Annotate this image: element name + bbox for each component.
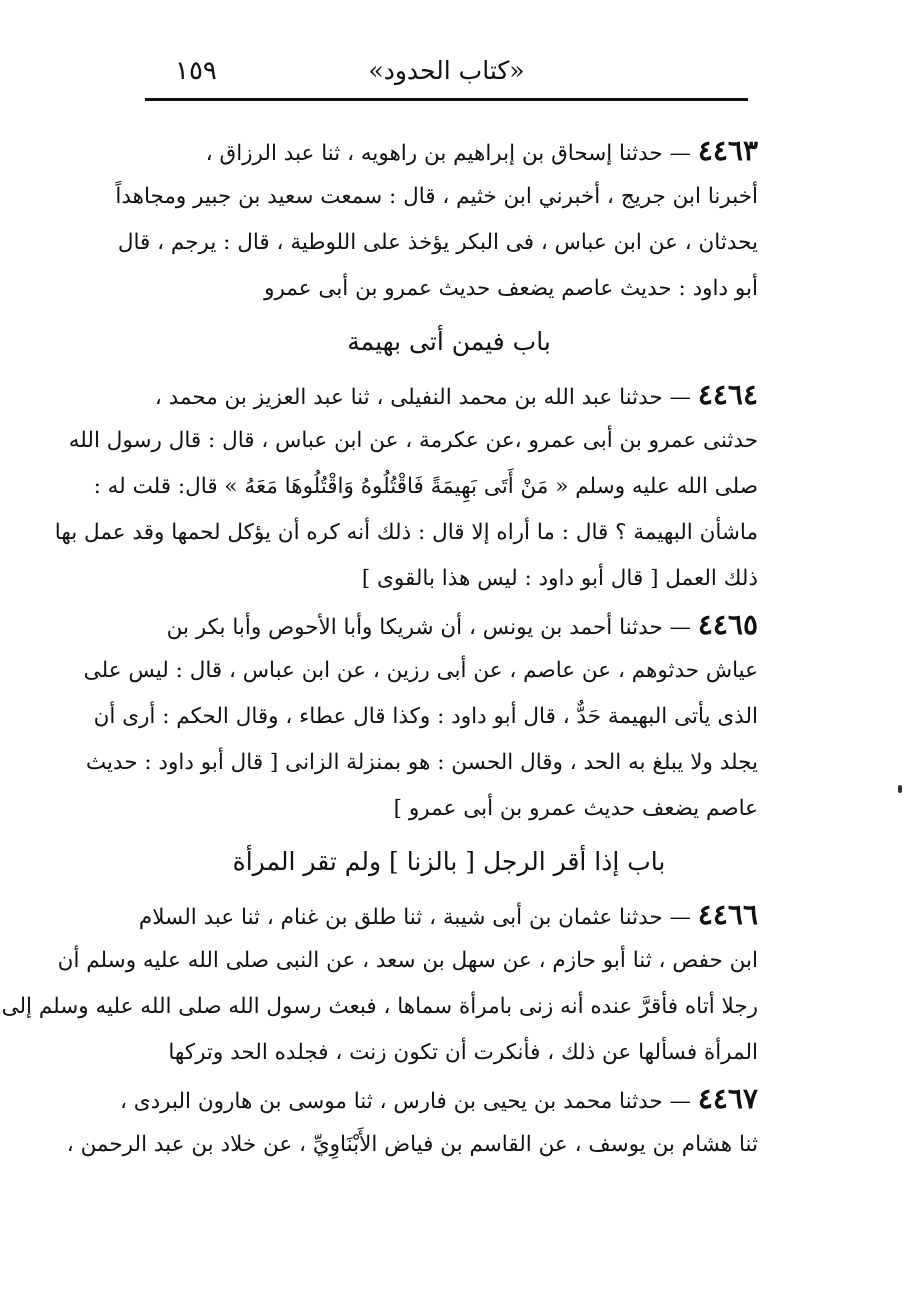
text-line: ماشأن البهيمة ؟ قال : ما أراه إلا قال : ذلك أنه كره أن يؤكل لحمها وقد عمل بها: [54, 520, 758, 545]
text-line: عاصم يضعف حديث عمرو بن أبى عمرو ]: [393, 796, 758, 821]
line-text: — حدثنا محمد بن يحيى بن فارس ، ثنا موسى بن هارون البردى ،: [119, 1089, 691, 1114]
line-text: — حدثنا عثمان بن أبى شيبة ، ثنا طلق بن غنام ، ثنا عبد السلام: [138, 905, 691, 930]
text-line: [140, 128, 758, 174]
section-heading: باب فيمن أتى بهيمة: [347, 327, 551, 356]
header-rule: [145, 98, 748, 101]
margin-mark: [898, 785, 902, 793]
section-heading: باب إذا أقر الرجل [ بالزنا ] ولم تقر المرأة: [232, 847, 666, 876]
text-line: ذلك العمل [ قال أبو داود : ليس هذا بالقوى ]: [361, 566, 758, 591]
hadith-number: ٤٤٦٤: [697, 378, 758, 411]
page-header: [145, 52, 748, 96]
hadith-number: ٤٤٦٧: [697, 1082, 758, 1115]
text-line: [140, 372, 758, 418]
page-number: ١٥٩: [175, 56, 217, 86]
text-line: [140, 602, 758, 648]
hadith-4465: [83, 602, 758, 832]
hadith-number: ٤٤٦٣: [697, 134, 758, 167]
text-line: المرأة فسألها عن ذلك ، فأنكرت أن تكون زنت ، فجلده الحد وتركها: [168, 1040, 758, 1065]
text-line: أخبرنا ابن جريج ، أخبرني ابن خثيم ، قال : سمعت سعيد بن جبير ومجاهداً: [115, 184, 758, 209]
text-line: حدثنى عمرو بن أبى عمرو ،عن عكرمة ، عن ابن عباس ، قال : قال رسول الله: [68, 428, 758, 453]
hadith-4464: [54, 372, 758, 602]
line-text: — حدثنا عبد الله بن محمد النفيلى ، ثنا عبد العزيز بن محمد ،: [154, 385, 691, 410]
hadith-4467: [66, 1076, 758, 1168]
text-line: [119, 1076, 758, 1122]
text-line: ثنا هشام بن يوسف ، عن القاسم بن فياض الأَبْنَاوِيِّ ، عن خلاد بن عبد الرحمن ،: [66, 1132, 758, 1157]
text-line: رجلا أتاه فأقرَّ عنده أنه زنى بامرأة سماها ، فبعث رسول الله صلى الله عليه وسلم إلى: [1, 994, 758, 1019]
text-line: ابن حفص ، ثنا أبو حازم ، عن سهل بن سعد ، عن النبى صلى الله عليه وسلم أن: [57, 948, 758, 973]
text-line: أبو داود : حديث عاصم يضعف حديث عمرو بن أبى عمرو: [264, 276, 758, 301]
page-body: [1, 128, 758, 1168]
text-line: عياش حدثوهم ، عن عاصم ، عن أبى رزين ، عن ابن عباس ، قال : ليس على: [83, 658, 758, 683]
hadith-number: ٤٤٦٥: [697, 608, 758, 641]
text-line: الذى يأتى البهيمة حَدٌّ ، قال أبو داود : وكذا قال عطاء ، وقال الحكم : أرى أن: [93, 704, 758, 729]
text-line: صلى الله عليه وسلم « مَنْ أَتَى بَهِيمَةً فَاقْتُلُوهُ وَاقْتُلُوهَا مَعَهُ » قال: قلت له :: [93, 474, 758, 499]
line-text: — حدثنا أحمد بن يونس ، أن شريكا وأبا الأحوص وأبا بكر بن: [166, 615, 691, 640]
text-line: [140, 892, 758, 938]
hadith-number: ٤٤٦٦: [697, 898, 758, 931]
line-text: — حدثنا إسحاق بن إبراهيم بن راهويه ، ثنا عبد الرزاق ،: [205, 141, 691, 166]
text-line: يحدثان ، عن ابن عباس ، فى البكر يؤخذ على اللوطية ، قال : يرجم ، قال: [117, 230, 758, 255]
text-line: يجلد ولا يبلغ به الحد ، وقال الحسن : هو بمنزلة الزانى [ قال أبو داود : حديث: [85, 750, 758, 775]
hadith-4466: [1, 892, 758, 1076]
chapter-title: «كتاب الحدود»: [368, 56, 525, 85]
hadith-4463: [115, 128, 758, 312]
